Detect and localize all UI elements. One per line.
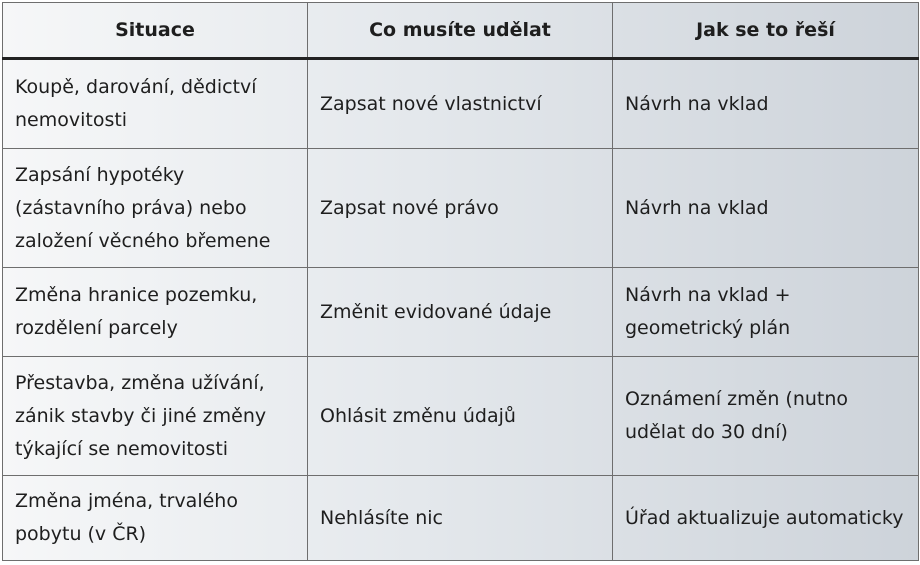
action-text: Změnit evidované údaje xyxy=(320,300,552,323)
situation-cell xyxy=(3,357,308,476)
table-row xyxy=(3,476,919,561)
solution-line: Návrh na vklad xyxy=(625,196,769,219)
solution-line: Úřad aktualizuje automaticky xyxy=(625,506,904,529)
solution-line: Návrh na vklad + xyxy=(625,284,791,306)
situation-line: založení věcného břemene xyxy=(15,229,271,252)
situation-line: (zástavního práva) nebo xyxy=(15,196,247,219)
solution-cell xyxy=(613,476,919,561)
action-cell xyxy=(308,357,613,476)
table-header-row xyxy=(3,3,919,59)
situation-cell xyxy=(3,59,308,149)
situation-line: týkající se nemovitosti xyxy=(15,437,229,460)
action-text: Ohlásit změnu údajů xyxy=(320,404,516,427)
header-situation: Situace xyxy=(3,3,308,59)
action-text: Zapsat nové právo xyxy=(320,196,499,219)
table-row xyxy=(3,357,919,476)
solution-line: Oznámení změn (nutno xyxy=(625,388,849,410)
action-cell xyxy=(308,149,613,268)
solution-cell xyxy=(613,268,919,357)
situation-line: nemovitosti xyxy=(15,109,128,131)
solution-cell xyxy=(613,149,919,268)
action-text: Nehlásíte nic xyxy=(320,506,443,529)
situation-line: zánik stavby či jiné změny xyxy=(15,404,267,427)
situation-line: pobytu (v ČR) xyxy=(15,523,147,545)
situation-line: Koupě, darování, dědictví xyxy=(15,76,257,98)
table-row xyxy=(3,59,919,149)
action-text: Zapsat nové vlastnictví xyxy=(320,92,542,115)
header-action: Co musíte udělat xyxy=(308,3,613,59)
header-solution: Jak se to řeší xyxy=(613,3,919,59)
solution-line: geometrický plán xyxy=(625,317,791,339)
solution-cell xyxy=(613,357,919,476)
solution-cell xyxy=(613,59,919,149)
property-registry-table xyxy=(2,2,919,561)
situation-line: Změna jména, trvalého xyxy=(15,490,238,512)
situation-cell xyxy=(3,476,308,561)
action-cell xyxy=(308,476,613,561)
solution-line: udělat do 30 dní) xyxy=(625,421,788,443)
situation-line: Zapsání hypotéky xyxy=(15,163,185,186)
table-row xyxy=(3,149,919,268)
situation-line: rozdělení parcely xyxy=(15,317,178,339)
solution-line: Návrh na vklad xyxy=(625,92,769,115)
situation-cell xyxy=(3,149,308,268)
table-row xyxy=(3,268,919,357)
situation-cell xyxy=(3,268,308,357)
action-cell xyxy=(308,268,613,357)
situation-line: Změna hranice pozemku, xyxy=(15,284,258,306)
action-cell xyxy=(308,59,613,149)
situation-line: Přestavba, změna užívání, xyxy=(15,371,265,394)
